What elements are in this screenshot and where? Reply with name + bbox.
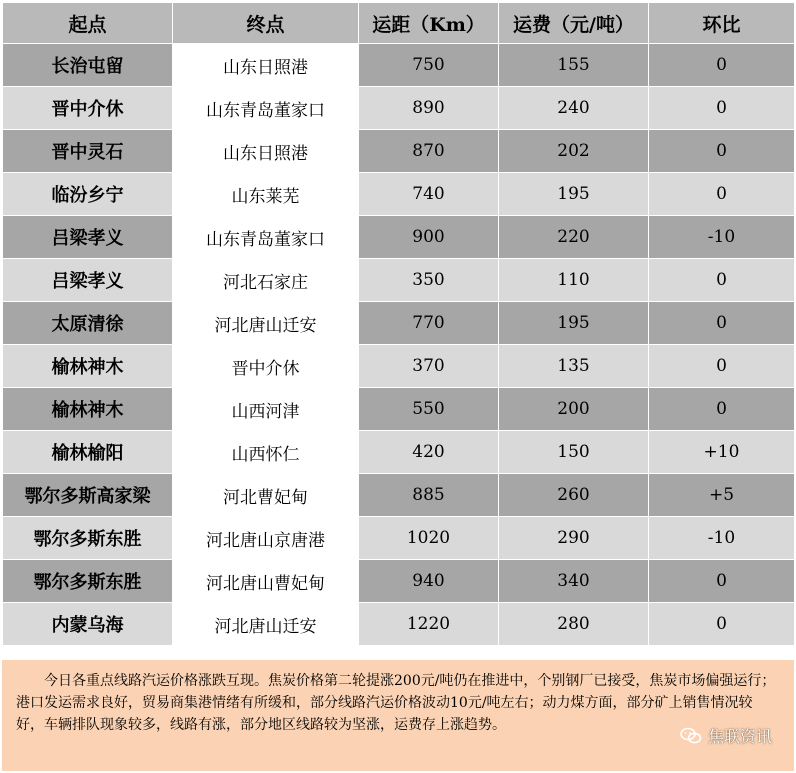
cell-fee: 240 [499, 87, 649, 130]
table-row [3, 259, 795, 302]
cell-origin: 鄂尔多斯东胜 [3, 560, 173, 603]
cell-distance: 550 [359, 388, 499, 431]
cell-change: 0 [649, 388, 795, 431]
cell-fee: 202 [499, 130, 649, 173]
cell-origin: 内蒙乌海 [3, 603, 173, 646]
header-distance: 运距（Km） [359, 3, 499, 44]
cell-change: +5 [649, 474, 795, 517]
watermark-text: 焦联资讯 [707, 727, 772, 746]
cell-distance: 900 [359, 216, 499, 259]
cell-change: 0 [649, 302, 795, 345]
header-origin: 起点 [3, 3, 173, 44]
cell-origin: 太原清徐 [3, 302, 173, 345]
cell-dest: 河北唐山迁安 [173, 603, 359, 646]
table-row [3, 216, 795, 259]
cell-fee: 260 [499, 474, 649, 517]
cell-change: 0 [649, 603, 795, 646]
table-row [3, 87, 795, 130]
table-row [3, 560, 795, 603]
table-row [3, 388, 795, 431]
table-row [3, 130, 795, 173]
cell-fee: 280 [499, 603, 649, 646]
cell-dest: 山东青岛董家口 [173, 87, 359, 130]
table-header-row [3, 3, 795, 44]
freight-rate-table [2, 2, 795, 646]
cell-distance: 770 [359, 302, 499, 345]
cell-distance: 750 [359, 44, 499, 87]
cell-fee: 150 [499, 431, 649, 474]
market-note-text: 今日各重点线路汽运价格涨跌互现。焦炭价格第二轮提涨200元/吨仍在推进中，个别钢厂已接受，焦炭市场偏强运行；港口发运需求良好，贸易商集港情绪有所缓和，部分线路汽运价格波动10元/吨左右；动力煤方面，部分矿上销售情况较好，车辆排队现象较多，线路有涨，部分地区线路较为坚涨，运费存上涨趋势。 [16, 673, 776, 733]
cell-origin: 临汾乡宁 [3, 173, 173, 216]
table-body [3, 44, 795, 646]
table-row [3, 603, 795, 646]
cell-distance: 420 [359, 431, 499, 474]
cell-fee: 195 [499, 173, 649, 216]
cell-change: 0 [649, 345, 795, 388]
cell-fee: 135 [499, 345, 649, 388]
cell-change: 0 [649, 87, 795, 130]
table-row [3, 517, 795, 560]
cell-origin: 榆林榆阳 [3, 431, 173, 474]
cell-distance: 885 [359, 474, 499, 517]
header-change: 环比 [649, 3, 795, 44]
cell-dest: 山东日照港 [173, 130, 359, 173]
cell-dest: 山东莱芜 [173, 173, 359, 216]
cell-dest: 河北石家庄 [173, 259, 359, 302]
cell-origin: 晋中灵石 [3, 130, 173, 173]
cell-fee: 195 [499, 302, 649, 345]
cell-distance: 1220 [359, 603, 499, 646]
cell-dest: 山东青岛董家口 [173, 216, 359, 259]
table-row [3, 345, 795, 388]
cell-dest: 山西河津 [173, 388, 359, 431]
header-fee: 运费（元/吨） [499, 3, 649, 44]
market-note [2, 660, 794, 771]
cell-dest: 晋中介休 [173, 345, 359, 388]
header-destination: 终点 [173, 3, 359, 44]
cell-dest: 河北唐山迁安 [173, 302, 359, 345]
cell-change: -10 [649, 216, 795, 259]
cell-origin: 鄂尔多斯东胜 [3, 517, 173, 560]
table-row [3, 431, 795, 474]
cell-fee: 340 [499, 560, 649, 603]
cell-dest: 河北唐山京唐港 [173, 517, 359, 560]
cell-fee: 155 [499, 44, 649, 87]
cell-change: 0 [649, 259, 795, 302]
cell-distance: 890 [359, 87, 499, 130]
cell-distance: 1020 [359, 517, 499, 560]
cell-distance: 870 [359, 130, 499, 173]
cell-dest: 河北唐山曹妃甸 [173, 560, 359, 603]
cell-dest: 山西怀仁 [173, 431, 359, 474]
watermark [680, 724, 772, 747]
cell-distance: 740 [359, 173, 499, 216]
table-row [3, 474, 795, 517]
cell-distance: 350 [359, 259, 499, 302]
cell-change: 0 [649, 173, 795, 216]
cell-dest: 山东日照港 [173, 44, 359, 87]
cell-fee: 220 [499, 216, 649, 259]
cell-origin: 榆林神木 [3, 345, 173, 388]
cell-change: -10 [649, 517, 795, 560]
table-row [3, 302, 795, 345]
cell-origin: 鄂尔多斯高家梁 [3, 474, 173, 517]
cell-dest: 河北曹妃甸 [173, 474, 359, 517]
table-row [3, 44, 795, 87]
table-row [3, 173, 795, 216]
wechat-icon [680, 727, 702, 745]
cell-origin: 吕梁孝义 [3, 259, 173, 302]
cell-fee: 110 [499, 259, 649, 302]
cell-fee: 290 [499, 517, 649, 560]
cell-change: 0 [649, 560, 795, 603]
cell-origin: 长治屯留 [3, 44, 173, 87]
cell-change: 0 [649, 44, 795, 87]
cell-origin: 吕梁孝义 [3, 216, 173, 259]
cell-origin: 榆林神木 [3, 388, 173, 431]
cell-origin: 晋中介休 [3, 87, 173, 130]
cell-distance: 940 [359, 560, 499, 603]
cell-distance: 370 [359, 345, 499, 388]
cell-change: +10 [649, 431, 795, 474]
cell-fee: 200 [499, 388, 649, 431]
cell-change: 0 [649, 130, 795, 173]
